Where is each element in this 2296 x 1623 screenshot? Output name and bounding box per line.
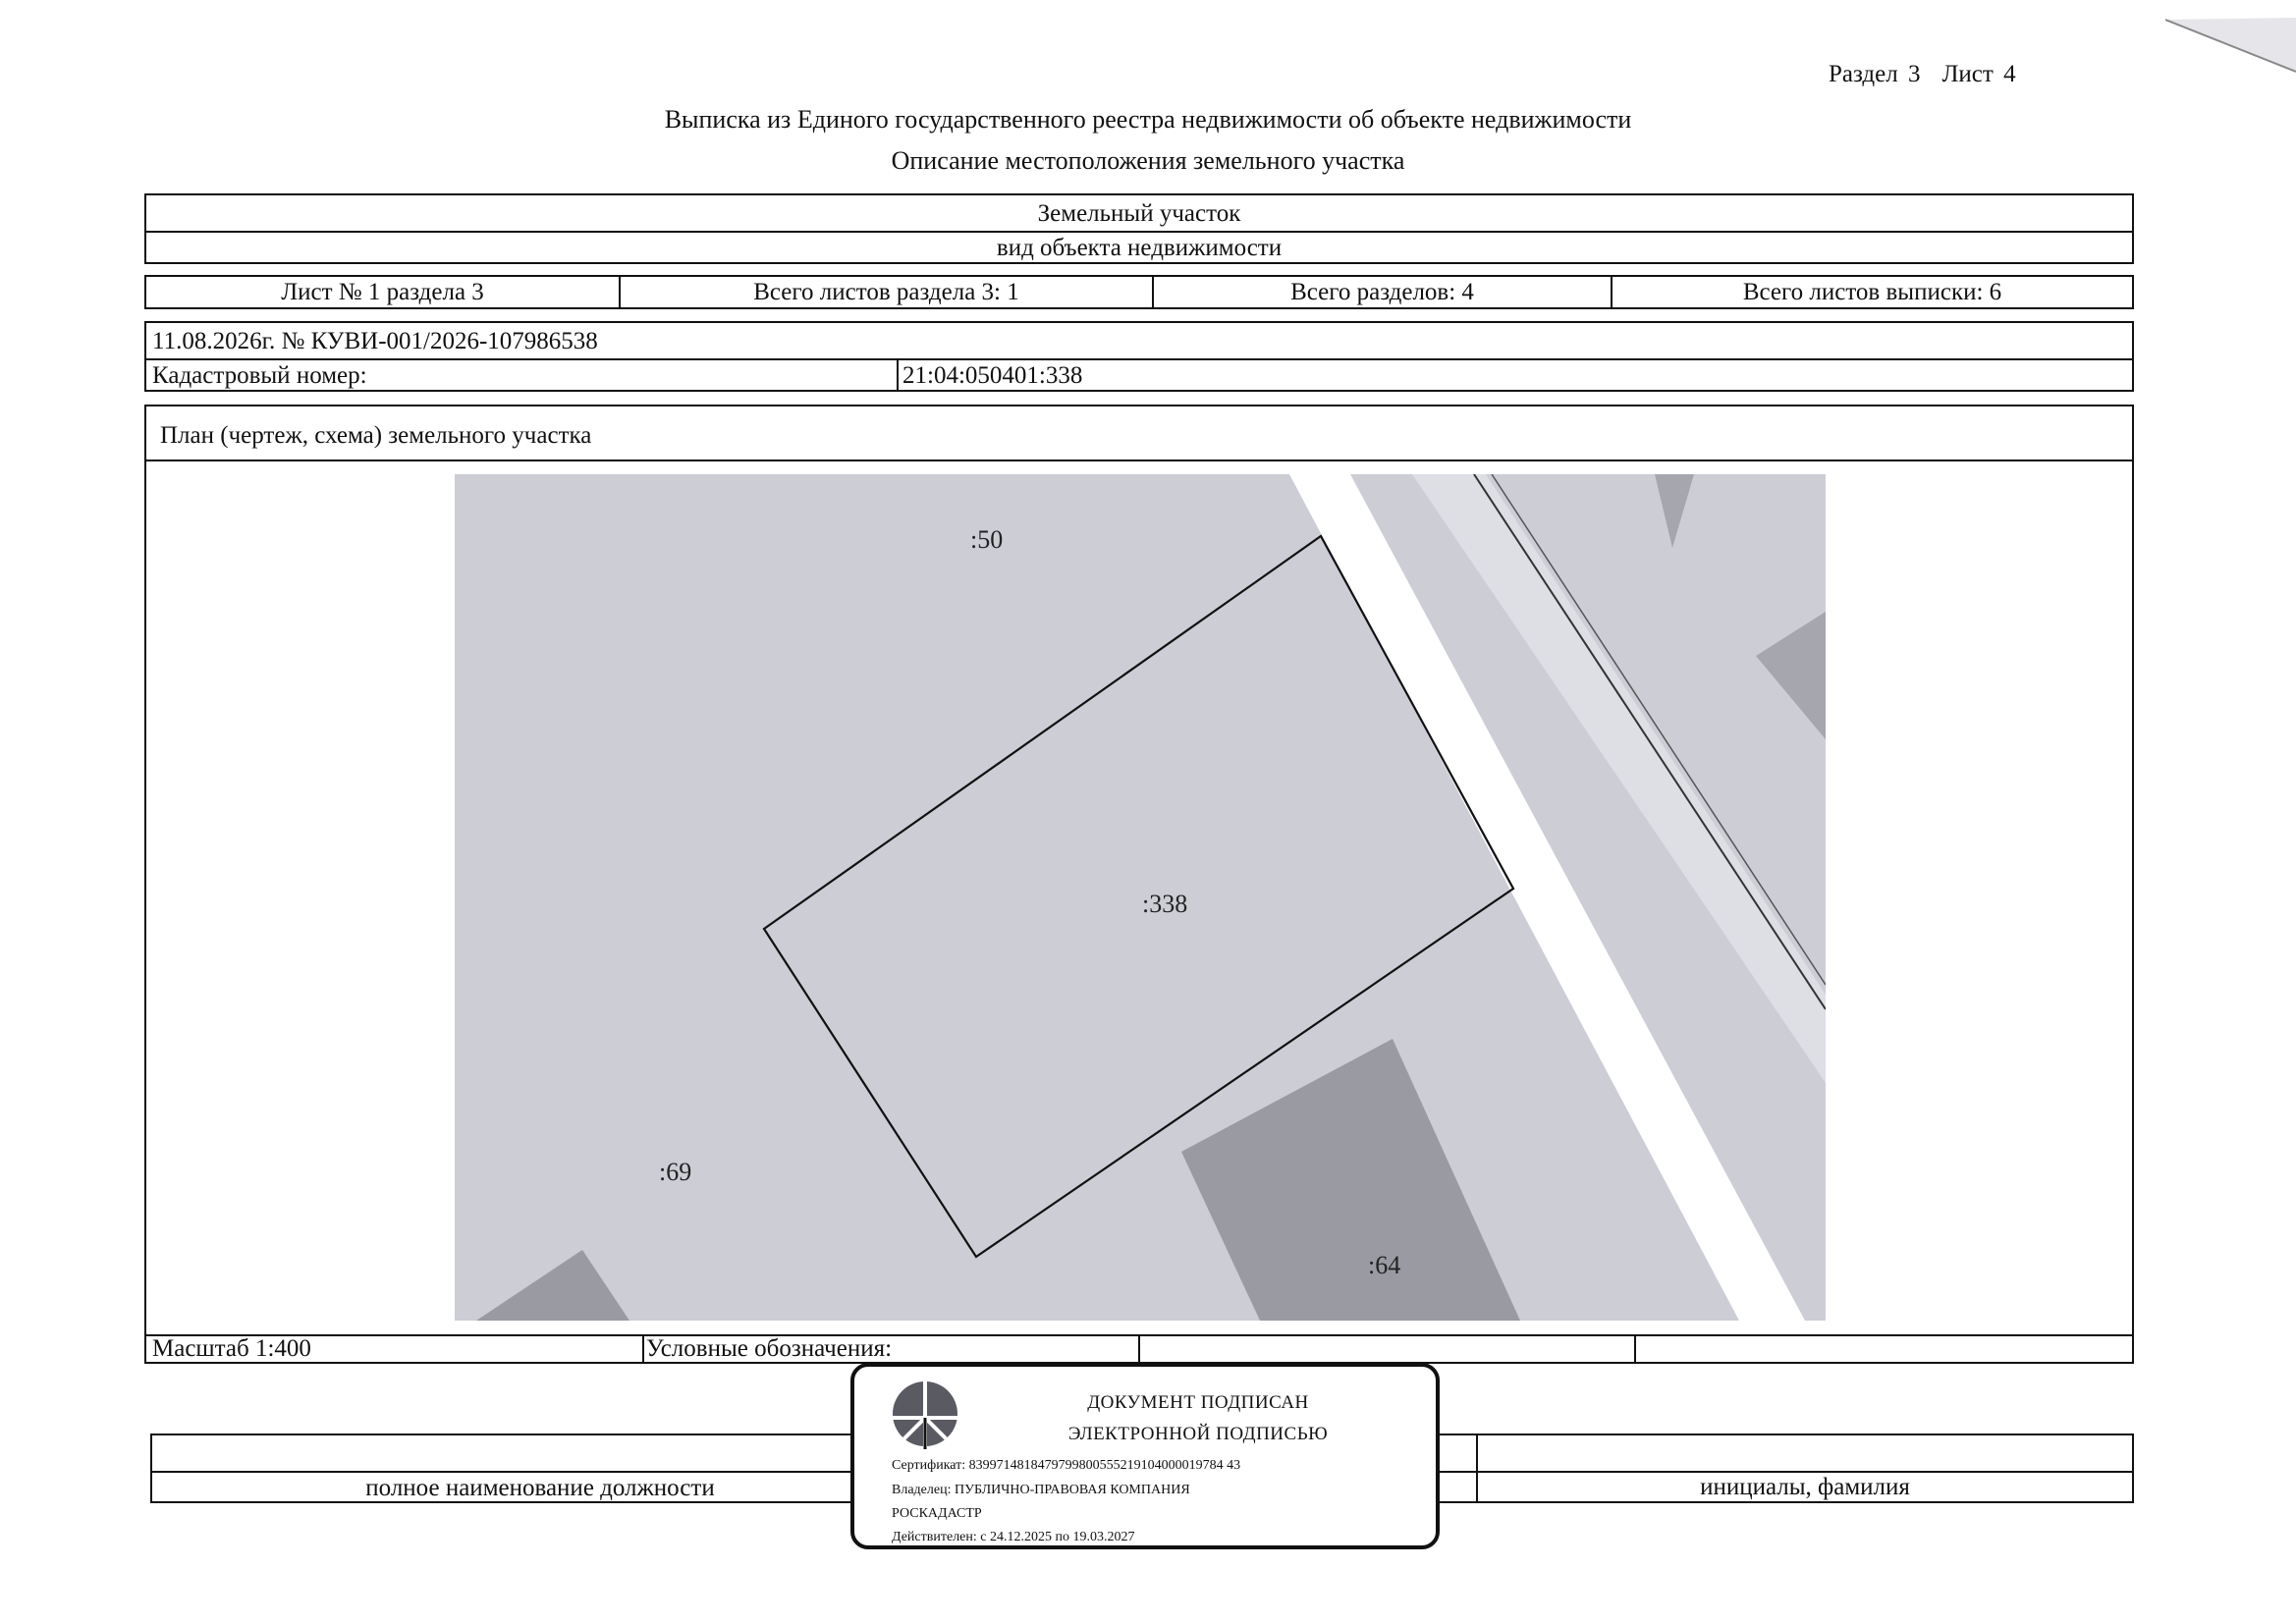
document-title: Выписка из Единого государственного реестра недвижимости об объекте недвижимости [664, 105, 1632, 134]
plan-title: План (чертеж, схема) земельного участка [160, 422, 592, 449]
map-background [455, 474, 1826, 1321]
name-caption: инициалы, фамилия [1700, 1474, 1910, 1500]
object-type-caption: вид объекта недвижимости [996, 235, 1283, 261]
cadastral-number: 21:04:050401:338 [897, 358, 2132, 392]
page-fold-corner [2165, 18, 2296, 77]
document-subtitle: Описание местоположения земельного участка [891, 146, 1405, 175]
stamp-title-2: ЭЛЕКТРОННОЙ ПОДПИСЬЮ [1067, 1424, 1329, 1444]
sheet-info-row [144, 275, 2134, 309]
page-number [1829, 61, 2016, 88]
record-table [144, 321, 2134, 392]
object-type-table [144, 193, 2134, 264]
stamp-validity: Действителен: с 24.12.2025 по 19.03.2027 [892, 1530, 1135, 1544]
parcel-label-69: :69 [659, 1158, 692, 1186]
sheet-number: Лист 4 [1941, 61, 2016, 87]
section-number: Раздел 3 [1829, 61, 1921, 87]
stamp-emblem-icon [890, 1379, 960, 1449]
cadastral-label: Кадастровый номер: [152, 362, 367, 389]
parcel-label-338: :338 [1142, 890, 1188, 918]
sheet-of-section: Лист № 1 раздела 3 [281, 279, 484, 305]
e-signature-stamp [850, 1363, 1440, 1549]
total-section-sheets: Всего листов раздела 3: 1 [619, 277, 1152, 307]
parcel-label-50: :50 [970, 525, 1004, 554]
legend-cell-3 [1634, 1334, 2132, 1364]
stamp-certificate: Сертификат: 8399714818479799800555219104000019784 43 [892, 1458, 1241, 1473]
legend-cell-2 [1138, 1334, 1634, 1364]
legend-label: Условные обозначения: [642, 1334, 1138, 1364]
object-type: Земельный участок [1037, 200, 1241, 227]
cadastral-map [455, 474, 1826, 1321]
stamp-title-1: ДОКУМЕНТ ПОДПИСАН [1087, 1392, 1309, 1413]
parcel-label-64: :64 [1368, 1251, 1401, 1279]
stamp-owner-2: РОСКАДАСТР [892, 1506, 982, 1521]
stamp-owner: Владелец: ПУБЛИЧНО-ПРАВОВАЯ КОМПАНИЯ [892, 1483, 1190, 1497]
total-extract-sheets: Всего листов выписки: 6 [1611, 277, 2132, 307]
total-sections: Всего разделов: 4 [1152, 277, 1611, 307]
position-caption: полное наименование должности [365, 1475, 715, 1501]
scale-label: Масштаб 1:400 [152, 1335, 311, 1362]
date-number: 11.08.2026г. № КУВИ-001/2026-107986538 [152, 328, 598, 354]
